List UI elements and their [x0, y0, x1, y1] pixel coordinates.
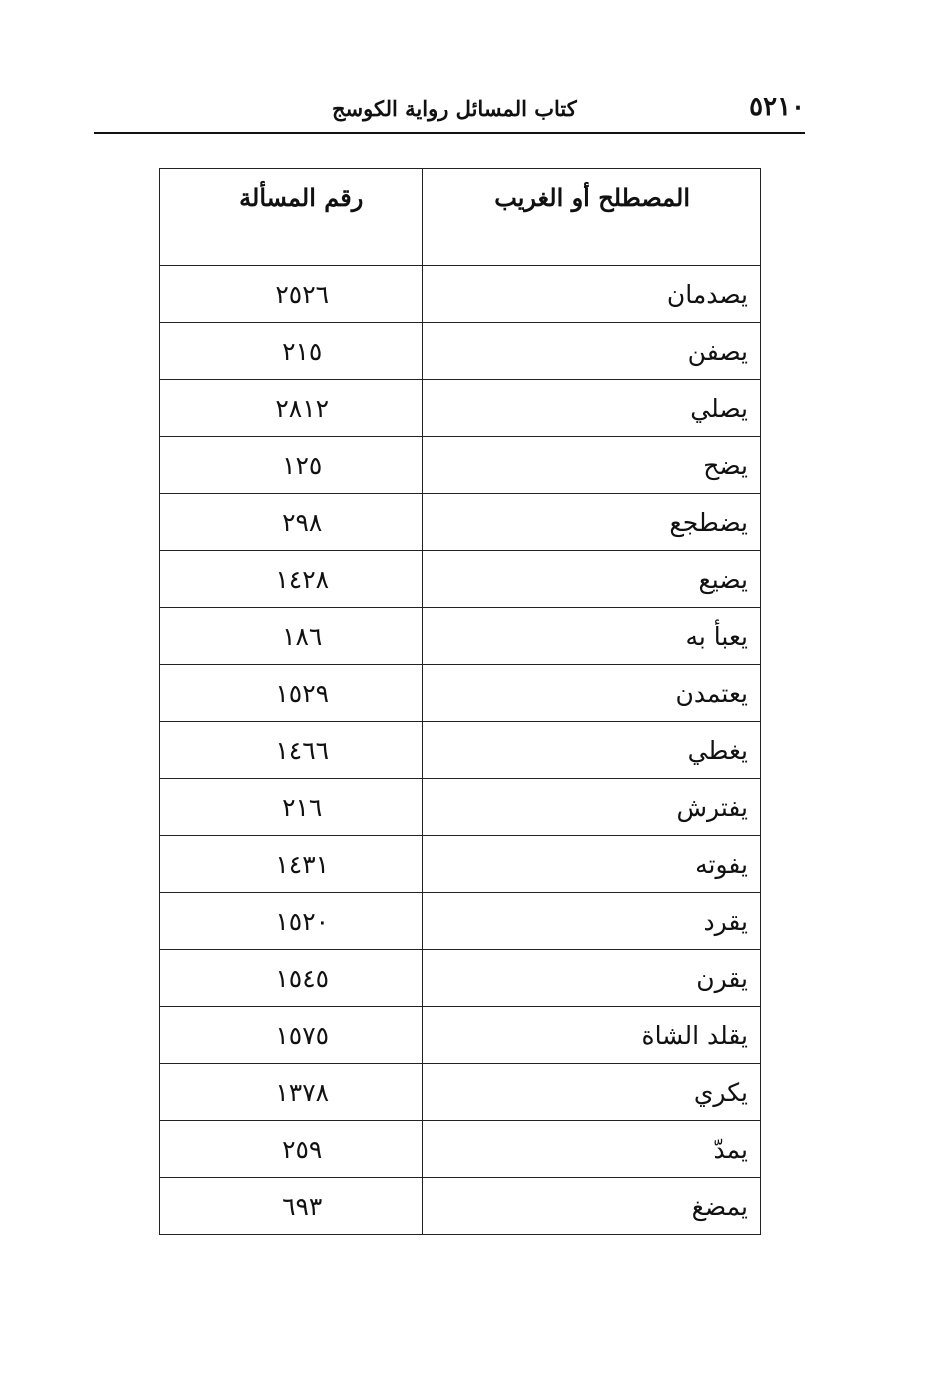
table-row: [160, 1121, 761, 1178]
table-row: [160, 1007, 761, 1064]
number-cell: ٢٥٩: [160, 1121, 423, 1178]
term-cell: يمضغ: [423, 1178, 761, 1235]
table-row: [160, 722, 761, 779]
table-header-row: [160, 169, 761, 266]
term-cell: يضح: [423, 437, 761, 494]
number-cell: ١٤٦٦: [160, 722, 423, 779]
table-row: [160, 1064, 761, 1121]
number-cell: ٢٥٢٦: [160, 266, 423, 323]
table-row: [160, 893, 761, 950]
column-header-term: المصطلح أو الغريب: [423, 169, 761, 266]
term-cell: يعتمدن: [423, 665, 761, 722]
term-cell: يصلي: [423, 380, 761, 437]
number-cell: ١٣٧٨: [160, 1064, 423, 1121]
term-cell: يقرن: [423, 950, 761, 1007]
term-cell: يقرد: [423, 893, 761, 950]
column-header-number: رقم المسألة: [160, 169, 423, 266]
table-row: [160, 950, 761, 1007]
term-cell: يفترش: [423, 779, 761, 836]
number-cell: ١٤٣١: [160, 836, 423, 893]
term-cell: يعبأ به: [423, 608, 761, 665]
table-body: [160, 266, 761, 1235]
book-title: كتاب المسائل رواية الكوسج: [332, 96, 577, 121]
number-cell: ١٨٦: [160, 608, 423, 665]
number-cell: ١٥٤٥: [160, 950, 423, 1007]
page-number: ٥٢١٠: [749, 92, 805, 122]
term-cell: يضيع: [423, 551, 761, 608]
number-cell: ١٢٥: [160, 437, 423, 494]
term-cell: يغطي: [423, 722, 761, 779]
glossary-table: [159, 168, 761, 1235]
number-cell: ٢١٥: [160, 323, 423, 380]
table-row: [160, 323, 761, 380]
page-header: [94, 88, 805, 134]
table-row: [160, 380, 761, 437]
table-row: [160, 836, 761, 893]
table-row: [160, 608, 761, 665]
number-cell: ١٥٧٥: [160, 1007, 423, 1064]
table-row: [160, 551, 761, 608]
table-row: [160, 779, 761, 836]
table-row: [160, 437, 761, 494]
table-row: [160, 494, 761, 551]
number-cell: ١٤٢٨: [160, 551, 423, 608]
number-cell: ١٥٢٩: [160, 665, 423, 722]
table-row: [160, 665, 761, 722]
number-cell: ٦٩٣: [160, 1178, 423, 1235]
term-cell: يصفن: [423, 323, 761, 380]
table-row: [160, 1178, 761, 1235]
term-cell: يقلد الشاة: [423, 1007, 761, 1064]
number-cell: ٢٨١٢: [160, 380, 423, 437]
term-cell: يمدّ: [423, 1121, 761, 1178]
term-cell: يفوته: [423, 836, 761, 893]
number-cell: ٢٩٨: [160, 494, 423, 551]
term-cell: يضطجع: [423, 494, 761, 551]
table-row: [160, 266, 761, 323]
number-cell: ٢١٦: [160, 779, 423, 836]
term-cell: يكري: [423, 1064, 761, 1121]
term-cell: يصدمان: [423, 266, 761, 323]
number-cell: ١٥٢٠: [160, 893, 423, 950]
